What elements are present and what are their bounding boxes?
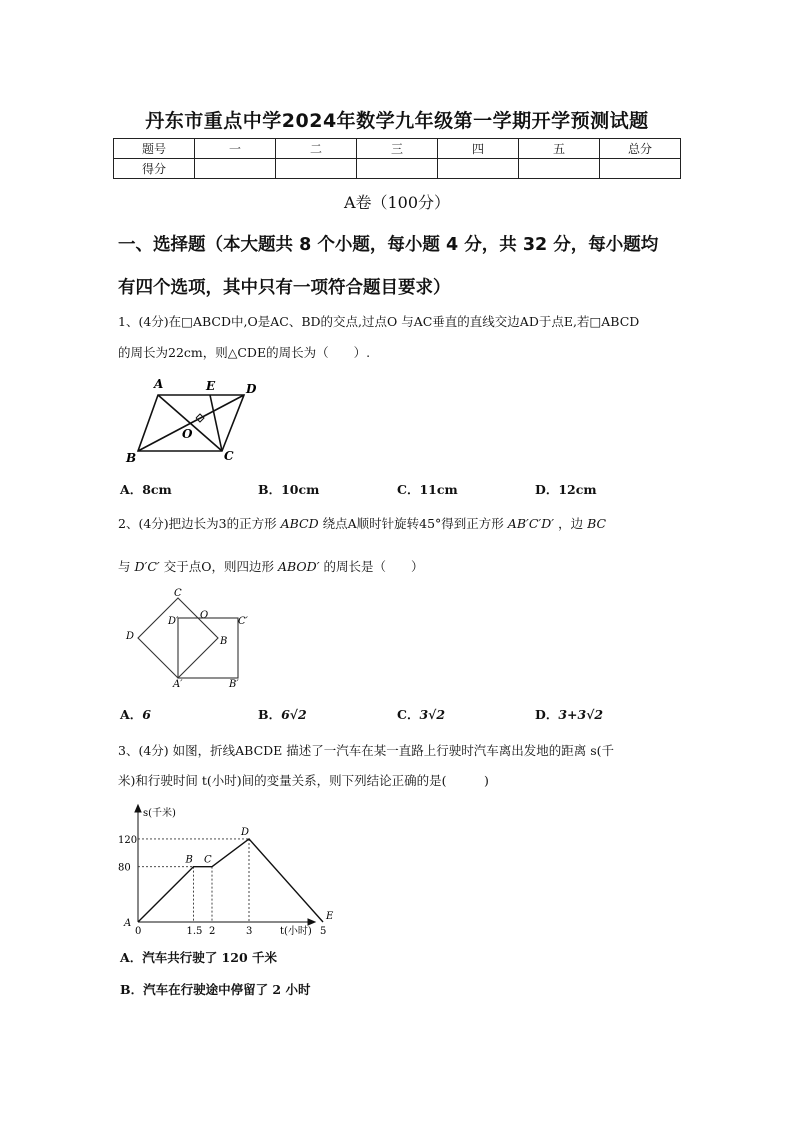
- q2-option-d-value: 3+3√2: [558, 707, 604, 722]
- point-label-B: B: [185, 854, 193, 866]
- score-cell: 五: [519, 139, 600, 159]
- score-table-header-row: [114, 139, 681, 159]
- label-B: B: [220, 636, 228, 647]
- x-tick-label: 0: [135, 926, 142, 937]
- y-axis-arrow: [135, 805, 141, 812]
- q2-math-abod1: ABOD′: [277, 559, 320, 574]
- y-tick-label: 80: [118, 862, 131, 874]
- score-cell: 四: [438, 139, 519, 159]
- q2-math-bc: BC: [587, 516, 607, 531]
- label-O: O: [200, 610, 209, 621]
- q1-option-b[interactable]: B．10cm: [258, 482, 320, 497]
- score-blank-cell: [600, 159, 681, 179]
- y-axis-label: s(千米): [143, 808, 176, 819]
- q2-l2-mid: 交于点O，则四边形: [163, 559, 274, 574]
- q3-option-b[interactable]: B．汽车在行驶途中停留了 2 小时: [120, 982, 311, 997]
- q2-math-ab1c1d1: AB′C′D′: [507, 516, 555, 531]
- label-C: C: [224, 449, 234, 463]
- label-B: B: [126, 451, 137, 465]
- x-axis-label: t(小时): [280, 926, 312, 937]
- x-tick-label: 5: [320, 926, 327, 937]
- q2-option-b[interactable]: [258, 705, 307, 723]
- score-table: [113, 138, 681, 179]
- point-label-A: A: [124, 918, 132, 929]
- section-heading-line1: 一、选择题（本大题共 8 个小题，每小题 4 分，共 32 分，每小题均: [118, 235, 659, 255]
- label-D: D: [126, 631, 135, 642]
- page-title: 丹东市重点中学2024年数学九年级第一学期开学预测试题: [145, 110, 649, 132]
- q1-option-d[interactable]: D．12cm: [535, 482, 597, 497]
- q2-text-line2: [118, 558, 424, 576]
- q2-l2-suffix: 的周长是（ ）: [323, 559, 424, 574]
- label-A: A: [154, 377, 164, 391]
- score-cell: 三: [357, 139, 438, 159]
- score-cell: 二: [276, 139, 357, 159]
- y-tick-label: 120: [118, 834, 138, 846]
- q2-option-a-value: 6: [142, 707, 151, 722]
- q2-text-line1: [118, 515, 606, 533]
- q2-option-b-letter: B．: [258, 707, 282, 722]
- point-label-E: E: [326, 911, 334, 922]
- q1-text-line1: 1、(4分)在□ABCD中,O是AC、BD的交点,过点O 与AC垂直的直线交边AD于点E,若□ABCD: [118, 314, 640, 329]
- x-tick-label: 2: [209, 926, 216, 937]
- label-B-prime: B′: [229, 679, 239, 690]
- q2-option-d[interactable]: [535, 705, 603, 723]
- label-C: C: [174, 588, 182, 599]
- q2-mid2: ，边: [558, 516, 584, 531]
- label-A-prime: A′: [173, 679, 183, 690]
- q2-math-d1c1: D′C′: [134, 559, 160, 574]
- volume-heading: A卷（100分）: [343, 193, 451, 212]
- q2-l2-prefix: 与: [118, 559, 131, 574]
- q3-option-a[interactable]: A．汽车共行驶了 120 千米: [120, 950, 277, 965]
- score-blank-cell: [519, 159, 600, 179]
- score-blank-cell: [357, 159, 438, 179]
- q2-option-d-letter: D．: [535, 707, 559, 722]
- q2-option-c-value: 3√2: [419, 707, 446, 722]
- section-heading-line2: 有四个选项，其中只有一项符合题目要求）: [118, 278, 451, 298]
- score-cell: 题号: [114, 139, 195, 159]
- score-cell: 总分: [600, 139, 681, 159]
- q2-math-abcd: ABCD: [280, 516, 319, 531]
- score-blank-cell: [276, 159, 357, 179]
- q3-text-line2: 米)和行驶时间 t(小时)间的变量关系，则下列结论正确的是( ): [118, 773, 489, 788]
- label-D: D: [246, 382, 257, 396]
- label-D-prime: D′: [168, 616, 179, 627]
- q2-prefix: 2、(4分)把边长为3的正方形: [118, 516, 277, 531]
- label-C-prime: C′: [238, 616, 248, 627]
- series-line: [138, 839, 323, 922]
- q1-parallelogram-figure: [118, 374, 278, 466]
- q2-option-c-letter: C．: [397, 707, 420, 722]
- score-blank-cell: [195, 159, 276, 179]
- label-O: O: [182, 427, 193, 441]
- score-cell: 一: [195, 139, 276, 159]
- score-table-score-row: [114, 159, 681, 179]
- x-tick-label: 1.5: [186, 926, 203, 937]
- point-label-C: C: [204, 854, 212, 866]
- point-label-D: D: [241, 826, 250, 838]
- q1-text-line2: 的周长为22cm，则△CDE的周长为（ ）.: [118, 345, 371, 360]
- q2-mid1: 绕点A顺时针旋转45°得到正方形: [322, 516, 504, 531]
- q3-text-line1: 3、(4分) 如图，折线ABCDE 描述了一汽车在某一直路上行驶时汽车离出发地的距离 s(千: [118, 743, 615, 758]
- label-E: E: [206, 379, 216, 393]
- q2-option-a[interactable]: [120, 705, 151, 723]
- x-axis-arrow: [308, 919, 315, 925]
- x-tick-label: 3: [246, 926, 253, 937]
- score-label-cell: 得分: [114, 159, 195, 179]
- q1-option-c[interactable]: C．11cm: [397, 482, 458, 497]
- q2-option-a-letter: A．: [120, 707, 143, 722]
- score-blank-cell: [438, 159, 519, 179]
- q3-distance-time-chart: [118, 800, 334, 940]
- q2-option-c[interactable]: [397, 705, 445, 723]
- q1-option-a[interactable]: A．8cm: [120, 482, 172, 497]
- q2-rotated-squares-figure: [118, 586, 248, 690]
- q2-option-b-value: 6√2: [281, 707, 307, 722]
